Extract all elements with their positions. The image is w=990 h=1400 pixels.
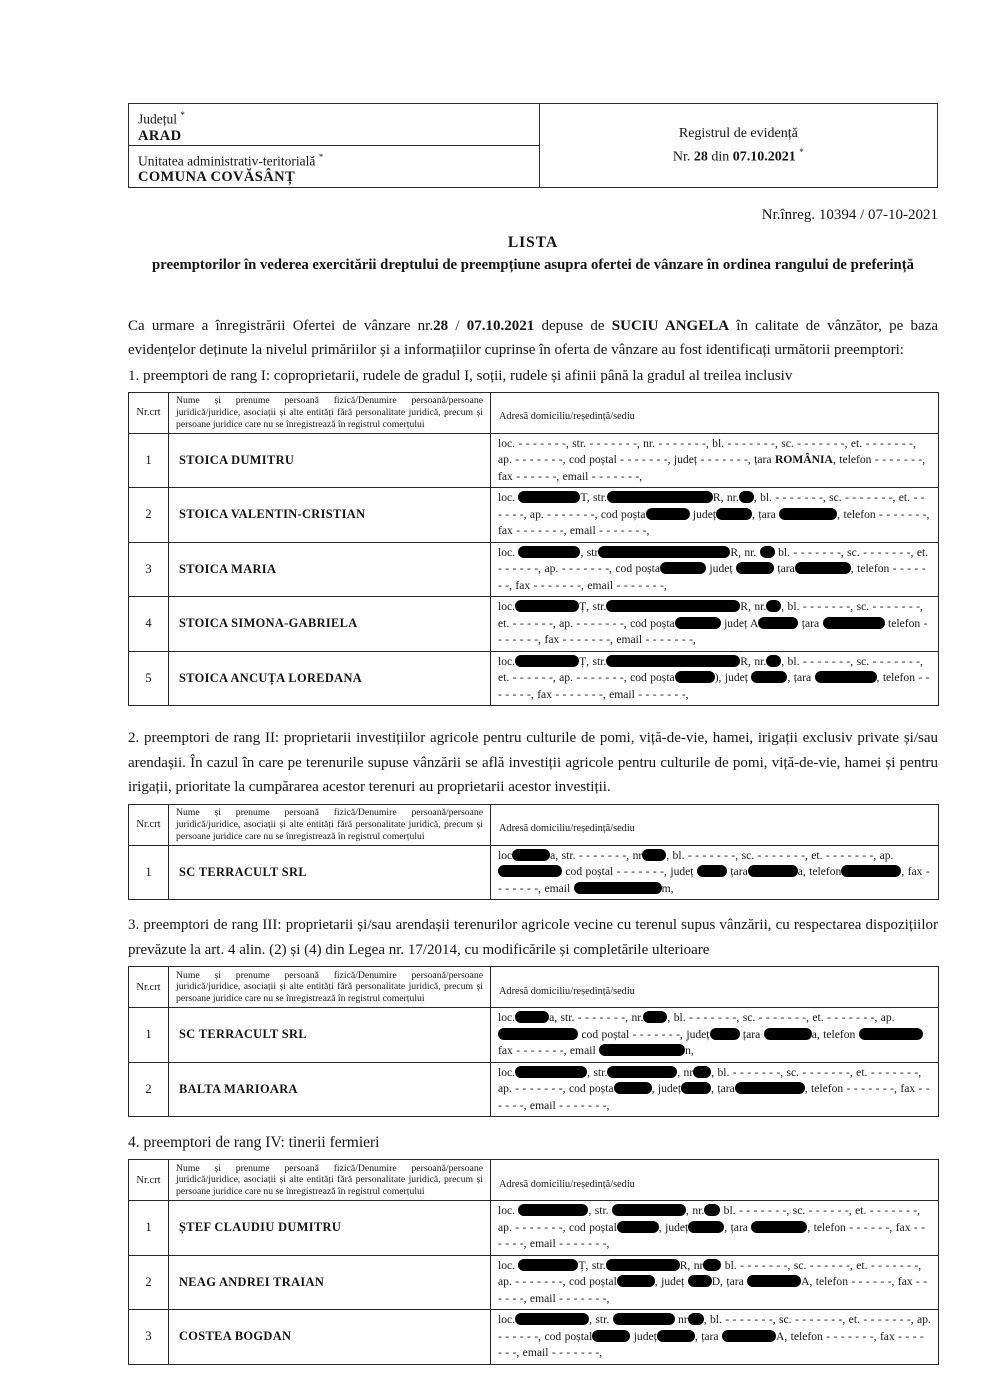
judet-label: Județul *: [138, 110, 185, 127]
redaction-bar: [735, 1082, 805, 1094]
redaction-bar: [643, 1011, 667, 1023]
row-number: 3: [129, 1310, 169, 1365]
table-header-row: [129, 1160, 939, 1201]
row-number: 2: [129, 488, 169, 543]
redaction-bar: [515, 1313, 589, 1325]
table-row: [129, 845, 939, 900]
table-header-row: [129, 967, 939, 1008]
registru-box: [539, 103, 938, 188]
redaction-bar: [739, 491, 754, 503]
redaction-bar: [498, 1028, 578, 1040]
redaction-bar: [515, 1066, 587, 1078]
table-row: [129, 1201, 939, 1256]
redaction-bar: [703, 1259, 721, 1271]
preemptor-name: COSTEA BOGDAN: [169, 1310, 491, 1365]
preemptor-address: loc. , str. , nr. bl. - - - - - - -, sc. - - - - - -, et. - - - - - - -, ap. - - - - - - -, cod poștal , județ , țara , telefon - - - - - -, fax - - - - - -, email - - - - - - -,: [491, 1201, 939, 1256]
preemptor-name: SC TERRACULT SRL: [169, 845, 491, 900]
redaction-bar: [716, 508, 752, 520]
row-number: 5: [129, 651, 169, 706]
document-subtitle: preemptorilor în vederea exercitării dreptului de preempțiune asupra ofertei de vânzare în ordinea rangului de preferință: [152, 256, 914, 273]
redaction-bar: [710, 1028, 740, 1040]
redaction-bar: [614, 1082, 652, 1094]
rang3-table: [128, 966, 939, 1117]
redaction-bar: [612, 1204, 686, 1216]
redaction-bar: [613, 1313, 675, 1325]
row-number: 3: [129, 542, 169, 597]
redaction-bar: [760, 546, 775, 558]
col-header-nrcrt: Nr.crt: [129, 392, 169, 433]
row-number: 2: [129, 1255, 169, 1310]
uat-value: COMUNA COVĂSÂNȚ: [138, 169, 296, 186]
table-row: [129, 1062, 939, 1117]
preemptor-name: STOICA MARIA: [169, 542, 491, 597]
table-row: [129, 597, 939, 652]
redaction-bar: [766, 655, 781, 667]
redaction-bar: [606, 600, 740, 612]
preemptor-name: SC TERRACULT SRL: [169, 1008, 491, 1063]
table-header-row: [129, 392, 939, 433]
preemptor-address: loc a, str. - - - - - - -, nr , bl. - - - - - - -, sc. - - - - - - -, et. - - - - - - -, ap. cod poștal - - - - - - -, județ țara a, telefon , fax - - - - - - -, email m,: [491, 845, 939, 900]
redaction-bar: [748, 865, 798, 877]
redaction-bar: [747, 1275, 801, 1287]
redaction-bar: [681, 1082, 711, 1094]
redaction-bar: [758, 617, 798, 629]
redaction-bar: [515, 1011, 549, 1023]
col-header-address: Adresă domiciliu/reședință/sediu: [491, 1160, 939, 1201]
col-header-nrcrt: Nr.crt: [129, 967, 169, 1008]
redaction-bar: [607, 1066, 677, 1078]
uat-label: Unitatea administrativ-teritorială *: [138, 151, 324, 169]
preemptor-name: STOICA VALENTIN-CRISTIAN: [169, 488, 491, 543]
redaction-bar: [660, 562, 706, 574]
preemptor-name: STOICA DUMITRU: [169, 433, 491, 488]
preemptor-address: loc. Ț, str. R, nr. , bl. - - - - - - -, sc. - - - - - - -, et. - - - - - -, ap. - - - - - - -, cod poșta ), județ , țara , telefon - - - - - - -, fax - - - - - - -, email - - - - - - -,: [491, 651, 939, 706]
row-number: 2: [129, 1062, 169, 1117]
redaction-bar: [722, 1330, 776, 1342]
table-row: [129, 1310, 939, 1365]
rang1-heading: 1. preemptori de rang I: coproprietarii, rudele de gradul I, soții, rudele și afinii până la gradul al treilea inclusiv: [128, 367, 793, 384]
table-row: [129, 651, 939, 706]
intro-paragraph: Ca urmare a înregistrării Ofertei de vânzare nr.28 / 07.10.2021 depuse de SUCIU ANGELA în calitate de vânzător, pe baza evidențelor deținute la nivelul primăriilor și a informațiilor cuprinse în oferta de vânzare au fost identificați următorii preemptori:: [128, 317, 939, 359]
col-header-address: Adresă domiciliu/reședință/sediu: [491, 804, 939, 845]
redaction-bar: [779, 508, 837, 520]
table-row: [129, 1008, 939, 1063]
redaction-bar: [518, 491, 580, 503]
redaction-bar: [675, 671, 715, 683]
table-row: [129, 542, 939, 597]
preemptor-name: NEAG ANDREI TRAIAN: [169, 1255, 491, 1310]
col-header-nrcrt: Nr.crt: [129, 804, 169, 845]
rang4-heading: 4. preemptori de rang IV: tinerii fermieri: [128, 1134, 380, 1152]
rang2-heading: 2. preemptori de rang II: proprietarii investițiilor agricole pentru culturile de pomi, viță-de-vie, hamei, irigații exclusiv private și/sau arendașii. În cazul în care pe terenurile supuse vânzării se află investiții agricole pentru culturile de pomi, viță-de-vie, hamei și pentru irigații, prioritate la cumpărarea acestor terenuri au proprietarii acestor investiții.: [128, 730, 938, 796]
redaction-bar: [606, 655, 740, 667]
redaction-bar: [688, 1313, 704, 1325]
col-header-nrcrt: Nr.crt: [129, 1160, 169, 1201]
redaction-bar: [574, 882, 662, 894]
col-header-name: Nume și prenume persoană fizică/Denumire persoană/persoane juridică/juridice, asociații și alte entități fără personalitate juridică, precum și persoane juridice care nu se înregistrează în registrul comerțului: [169, 1160, 491, 1201]
redaction-bar: [512, 849, 550, 861]
registru-title: Registrul de evidență: [678, 125, 798, 141]
redaction-bar: [498, 865, 562, 877]
redaction-bar: [646, 508, 690, 520]
redaction-bar: [617, 1275, 655, 1287]
registration-number: Nr.înreg. 10394 / 07-10-2021: [761, 206, 938, 223]
col-header-name: Nume și prenume persoană fizică/Denumire persoană/persoane juridică/juridice, asociații și alte entități fără personalitate juridică, precum și persoane juridice care nu se înregistrează în registrul comerțului: [169, 392, 491, 433]
redaction-bar: [688, 1221, 724, 1233]
row-number: 1: [129, 1008, 169, 1063]
rang1-table: [128, 392, 939, 707]
redaction-bar: [518, 546, 580, 558]
preemptor-name: STOICA SIMONA-GABRIELA: [169, 597, 491, 652]
redaction-bar: [675, 617, 721, 629]
col-header-name: Nume și prenume persoană fizică/Denumire persoană/persoane juridică/juridice, asociații și alte entități fără personalitate juridică, precum și persoane juridice care nu se înregistrează în registrul comerțului: [169, 967, 491, 1008]
rang4-table: [128, 1159, 939, 1365]
redaction-bar: [693, 1066, 711, 1078]
redaction-bar: [598, 546, 730, 558]
redaction-bar: [607, 491, 713, 503]
authority-boxes: [128, 103, 540, 188]
redaction-bar: [592, 1330, 630, 1342]
redaction-bar: [704, 1204, 720, 1216]
redaction-bar: [515, 655, 579, 667]
table-header-row: [129, 804, 939, 845]
preemptor-name: STOICA ANCUȚA LOREDANA: [169, 651, 491, 706]
redaction-bar: [515, 600, 579, 612]
row-number: 1: [129, 433, 169, 488]
preemptor-address: loc. T, str. R, nr. , bl. - - - - - - -, sc. - - - - - - -, et. - - - - - -, ap. - - - - - - -, cod poșta județ , țara , telefon - - - - - - -, fax - - - - - - -, email - - - - - - -,: [491, 488, 939, 543]
col-header-address: Adresă domiciliu/reședință/sediu: [491, 392, 939, 433]
redaction-bar: [642, 849, 666, 861]
preemptor-address: loc. , str. , nr , bl. - - - - - - -, sc. - - - - - - -, et. - - - - - - -, ap. - - - - - - -, cod poșta , județ , țara , telefon - - - - - - -, fax - - - - - -, email - - - - - - -,: [491, 1062, 939, 1117]
redaction-bar: [795, 562, 851, 574]
table-row: [129, 1255, 939, 1310]
preemptor-address: loc. - - - - - - -, str. - - - - - - -, nr. - - - - - - -, bl. - - - - - - -, sc. - - - - - - -, et. - - - - - - -, ap. - - - - - - -, cod poștal - - - - - - -, județ - - - - - - -, țara ROMÂNIA, telefon - - - - - - -, fax - - - - - -, email - - - - - - -,: [491, 433, 939, 488]
redaction-bar: [859, 1028, 923, 1040]
redaction-bar: [841, 865, 901, 877]
preemptor-address: loc. , str R, nr. bl. - - - - - - -, sc. - - - - - - -, et. - - - - - -, ap. - - - - - - -, cod poșta județ țara , telefon - - - - - - -, fax - - - - - - -, email - - - - - - -,: [491, 542, 939, 597]
preemptor-address: loc. Ț, str. R, nr. , bl. - - - - - - -, sc. - - - - - - -, et. - - - - - -, ap. - - - - - - -, cod poșta județ A țara telefon - - - - - - -, fax - - - - - - -, email - - - - - - -,: [491, 597, 939, 652]
redaction-bar: [688, 1275, 712, 1287]
redaction-bar: [766, 600, 781, 612]
redaction-bar: [751, 671, 787, 683]
preemptor-name: BALTA MARIOARA: [169, 1062, 491, 1117]
rang2-table: [128, 804, 939, 901]
redaction-bar: [751, 1221, 807, 1233]
preemptor-address: loc. , str. nr , bl. - - - - - - -, sc. - - - - - - -, et. - - - - - - -, ap. - - - - - -, cod poștal județ , țara A, telefon - - - - - - -, fax - - - - - - -, email - - - - - - -,: [491, 1310, 939, 1365]
registru-number: Nr. 28 din 07.10.2021 *: [672, 146, 804, 165]
redaction-bar: [606, 1259, 680, 1271]
preemptor-name: ȘTEF CLAUDIU DUMITRU: [169, 1201, 491, 1256]
redaction-bar: [697, 865, 727, 877]
judet-value: ARAD: [138, 127, 182, 144]
row-number: 1: [129, 845, 169, 900]
redaction-bar: [518, 1259, 578, 1271]
preemptor-address: loc. a, str. - - - - - - -, nr. , bl. - - - - - - -, sc. - - - - - - -, et. - - - - - - -, ap. cod poștal - - - - - - -, județ țara a, telefon fax - - - - - - -, email n,: [491, 1008, 939, 1063]
redaction-bar: [823, 617, 885, 629]
redaction-bar: [617, 1221, 659, 1233]
redaction-bar: [518, 1204, 588, 1216]
redaction-bar: [764, 1028, 812, 1040]
col-header-address: Adresă domiciliu/reședință/sediu: [491, 967, 939, 1008]
document-title: LISTA: [507, 233, 559, 251]
col-header-name: Nume și prenume persoană fizică/Denumire persoană/persoane juridică/juridice, asociații și alte entități fără personalitate juridică, precum și persoane juridice care nu se înregistrează în registrul comerțului: [169, 804, 491, 845]
table-row: [129, 488, 939, 543]
uat-box: [128, 145, 540, 188]
redaction-bar: [815, 671, 877, 683]
redaction-bar: [599, 1044, 685, 1056]
document-header: [128, 103, 938, 188]
rang3-heading: 3. preemptori de rang III: proprietarii și/sau arendașii terenurilor agricole vecine cu terenul supus vânzării, cu respectarea dispozițiilor prevăzute la art. 4 alin. (2) și (4) din Legea nr. 17/2014, cu modificările și completările ulterioare: [128, 917, 938, 958]
judet-box: [128, 103, 540, 146]
row-number: 4: [129, 597, 169, 652]
preemptor-address: loc. Ț, str. R, nr bl. - - - - - - -, sc. - - - - - -, et. - - - - - - -, ap. - - - - - - -, cod poștal , județ D, țara A, telefon - - - - - -, fax - - - - - -, email - - - - - - -,: [491, 1255, 939, 1310]
redaction-bar: [657, 1330, 695, 1342]
row-number: 1: [129, 1201, 169, 1256]
redaction-bar: [736, 562, 774, 574]
table-row: [129, 433, 939, 488]
